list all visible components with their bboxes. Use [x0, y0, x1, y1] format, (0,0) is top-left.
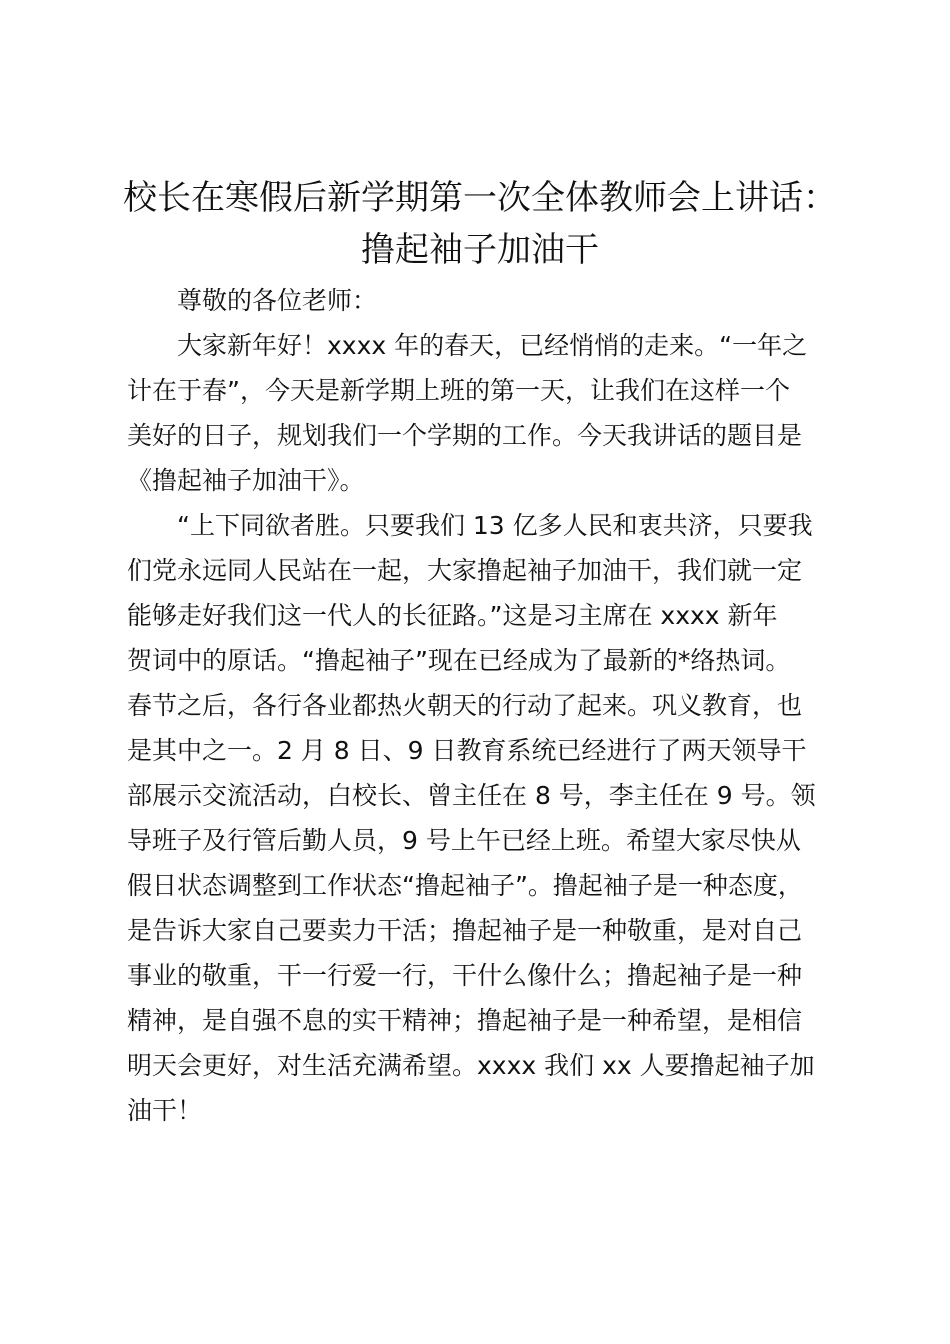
- paragraph-line: 贺词中的原话。“撸起袖子”现在已经成为了最新的*络热词。: [127, 646, 791, 675]
- paragraph-line: 部展示交流活动，白校长、曾主任在 8 号，李主任在 9 号。领: [127, 781, 816, 810]
- paragraph-1: [127, 323, 847, 503]
- title-line-1: 校长在寒假后新学期第一次全体教师会上讲话：: [123, 178, 837, 218]
- paragraph-line: 《撸起袖子加油干》。: [127, 466, 365, 495]
- paragraph-line: 大家新年好！xxxx 年的春天，已经悄悄的走来。“一年之: [177, 331, 808, 360]
- paragraph-line: 是其中之一。2 月 8 日、9 日教育系统已经进行了两天领导干: [127, 736, 807, 765]
- paragraph-line: 春节之后，各行各业都热火朝天的行动了起来。巩义教育，也: [127, 691, 803, 720]
- paragraph-2: [127, 503, 847, 1133]
- paragraph-line: 精神，是自强不息的实干精神；撸起袖子是一种希望，是相信: [127, 1006, 803, 1035]
- paragraph-line: 油干！: [127, 1096, 203, 1125]
- paragraph-line: 计在于春”，今天是新学期上班的第一天，让我们在这样一个: [127, 376, 790, 405]
- paragraph-line: “上下同欲者胜。只要我们 13 亿多人民和衷共济，只要我: [177, 511, 813, 540]
- paragraph-line: 能够走好我们这一代人的长征路。”这是习主席在 xxxx 新年: [127, 601, 778, 630]
- document-title: [100, 172, 860, 276]
- paragraph-line: 假日状态调整到工作状态“撸起袖子”。撸起袖子是一种态度，: [127, 871, 803, 900]
- document-body: [127, 278, 847, 1133]
- paragraph-line: 明天会更好，对生活充满希望。xxxx 我们 xx 人要撸起袖子加: [127, 1051, 815, 1080]
- paragraph-line: 美好的日子，规划我们一个学期的工作。今天我讲话的题目是: [127, 421, 803, 450]
- paragraph-line: 们党永远同人民站在一起，大家撸起袖子加油干，我们就一定: [127, 556, 803, 585]
- title-line-2: 撸起袖子加油干: [361, 230, 599, 270]
- paragraph-line: 是告诉大家自己要卖力干活；撸起袖子是一种敬重，是对自己: [127, 916, 803, 945]
- salutation: 尊敬的各位老师：: [177, 286, 378, 315]
- paragraph-line: 事业的敬重，干一行爱一行，干什么像什么；撸起袖子是一种: [127, 961, 803, 990]
- paragraph-line: 导班子及行管后勤人员，9 号上午已经上班。希望大家尽快从: [127, 826, 801, 855]
